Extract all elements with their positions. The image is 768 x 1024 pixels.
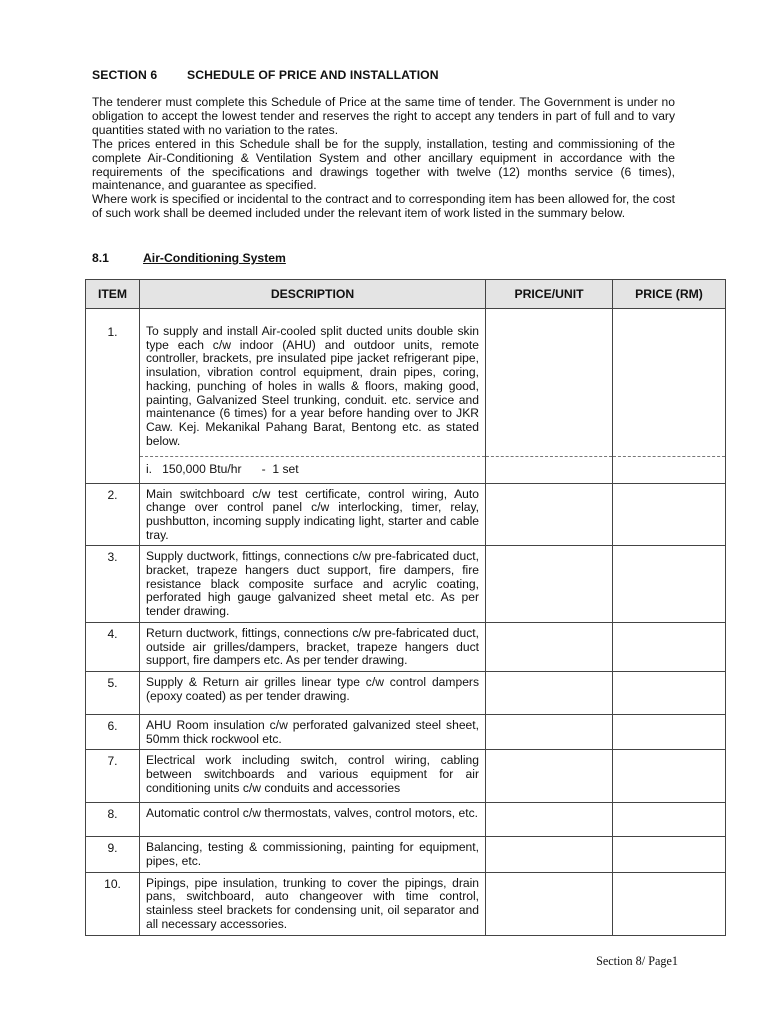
table-row [86,483,726,546]
price-rm-cell[interactable] [613,315,726,456]
table-row [86,546,726,623]
item-description: Pipings, pipe insulation, trunking to cover the pipings, drain pans, switchboard, auto changeover with time control, stainless steel brackets for condensing unit, oil separator and all necessary accessories. [140,872,486,935]
price-rm-cell[interactable] [613,671,726,714]
item-description: AHU Room insulation c/w perforated galvanized steel sheet, 50mm thick rockwool etc. [140,714,486,749]
section-number: SECTION 6 [92,68,158,82]
price-rm-cell[interactable] [613,803,726,837]
item-description: Balancing, testing & commissioning, painting for equipment, pipes, etc. [140,837,486,872]
price-unit-cell[interactable] [486,671,613,714]
item-number: 3. [86,546,140,623]
item-description: Electrical work including switch, control wiring, cabling between switchboards and various equipment for air conditioning units c/w conduits and accessories [140,750,486,803]
table-row [86,456,726,483]
subsection-title: Air-Conditioning System [143,251,286,265]
page-footer: Section 8/ Page1 [596,954,678,968]
item-description: Main switchboard c/w test certificate, control wiring, Auto change over control panel c/w interlocking, timer, relay, pushbutton, incoming supply indicating light, starter and cable tray. [140,483,486,546]
header-price-unit: PRICE/UNIT [486,280,613,309]
item-number: 9. [86,837,140,872]
header-description: DESCRIPTION [140,280,486,309]
price-unit-cell[interactable] [486,750,613,803]
item-number: 7. [86,750,140,803]
table-row [86,315,726,456]
item-number: 5. [86,671,140,714]
price-schedule-table [85,279,726,936]
section-title: SCHEDULE OF PRICE AND INSTALLATION [187,68,439,82]
price-rm-cell[interactable] [613,546,726,623]
intro-paragraph: The prices entered in this Schedule shall be for the supply, installation, testing and commissioning of the complete Air-Conditioning & Ventilation System and other ancillary equipment in accordance with the requirements of the specifications and drawings together with twelve (12) months service (6 times), maintenance, and guarantee as specified. [92,136,675,193]
item-description: Supply ductwork, fittings, connections c/w pre-fabricated duct, bracket, trapeze hangers duct support, fire dampers, fire resistance black composite surface and acrylic coating, perforated high gauge galvanized sheet metal etc. As per tender drawing. [140,546,486,623]
table-row [86,750,726,803]
item-number: 10. [86,872,140,935]
table-row [86,837,726,872]
intro-paragraph: Where work is specified or incidental to the contract and to corresponding item has been allowed for, the cost of such work shall be deemed included under the relevant item of work listed in the summary below. [92,192,675,221]
price-rm-cell[interactable] [613,622,726,671]
intro-paragraph: The tenderer must complete this Schedule of Price at the same time of tender. The Government is under no obligation to accept the lowest tender and reserves the right to accept any tenders in part of full and to vary quantities stated with no variation to the rates. [92,95,675,137]
item-number: 1. [86,315,140,483]
subsection-number: 8.1 [92,251,109,265]
item-number: 2. [86,483,140,546]
item-description: i. 150,000 Btu/hr - 1 set [140,456,486,483]
price-unit-cell[interactable] [486,483,613,546]
price-unit-cell[interactable] [486,837,613,872]
item-description: Return ductwork, fittings, connections c/w pre-fabricated duct, outside air grilles/dampers, bracket, trapeze hangers duct support, fire dampers etc. As per tender drawing. [140,622,486,671]
table-row [86,803,726,837]
price-unit-cell[interactable] [486,546,613,623]
subsection-heading [92,251,286,265]
price-rm-cell[interactable] [613,714,726,749]
item-number: 6. [86,714,140,749]
price-unit-cell[interactable] [486,315,613,456]
price-rm-cell[interactable] [613,483,726,546]
price-unit-cell[interactable] [486,456,613,483]
price-unit-cell[interactable] [486,872,613,935]
table-header-row [86,280,726,309]
header-price-rm: PRICE (RM) [613,280,726,309]
item-description: Automatic control c/w thermostats, valves, control motors, etc. [140,803,486,837]
intro-text [92,96,675,221]
table-row [86,714,726,749]
section-heading [92,68,439,82]
price-rm-cell[interactable] [613,750,726,803]
table-row [86,671,726,714]
price-rm-cell[interactable] [613,456,726,483]
price-rm-cell[interactable] [613,872,726,935]
table-row [86,622,726,671]
price-rm-cell[interactable] [613,837,726,872]
item-description: To supply and install Air-cooled split ducted units double skin type each c/w indoor (AHU) and outdoor units, remote controller, brackets, pre insulated pipe jacket refrigerant pipe, insulation, vibration control equipment, drain pipes, coring, hacking, punching of holes in walls & floors, making good, painting, Galvanized Steel trunking, conduit. etc. service and maintenance (6 times) for a year before handing over to JKR Caw. Kej. Mekanikal Pahang Barat, Bentong etc. as stated below. [140,315,486,456]
price-unit-cell[interactable] [486,803,613,837]
item-number: 4. [86,622,140,671]
price-unit-cell[interactable] [486,622,613,671]
price-unit-cell[interactable] [486,714,613,749]
table-row [86,872,726,935]
item-number: 8. [86,803,140,837]
item-description: Supply & Return air grilles linear type c/w control dampers (epoxy coated) as per tender drawing. [140,671,486,714]
header-item: ITEM [86,280,140,309]
